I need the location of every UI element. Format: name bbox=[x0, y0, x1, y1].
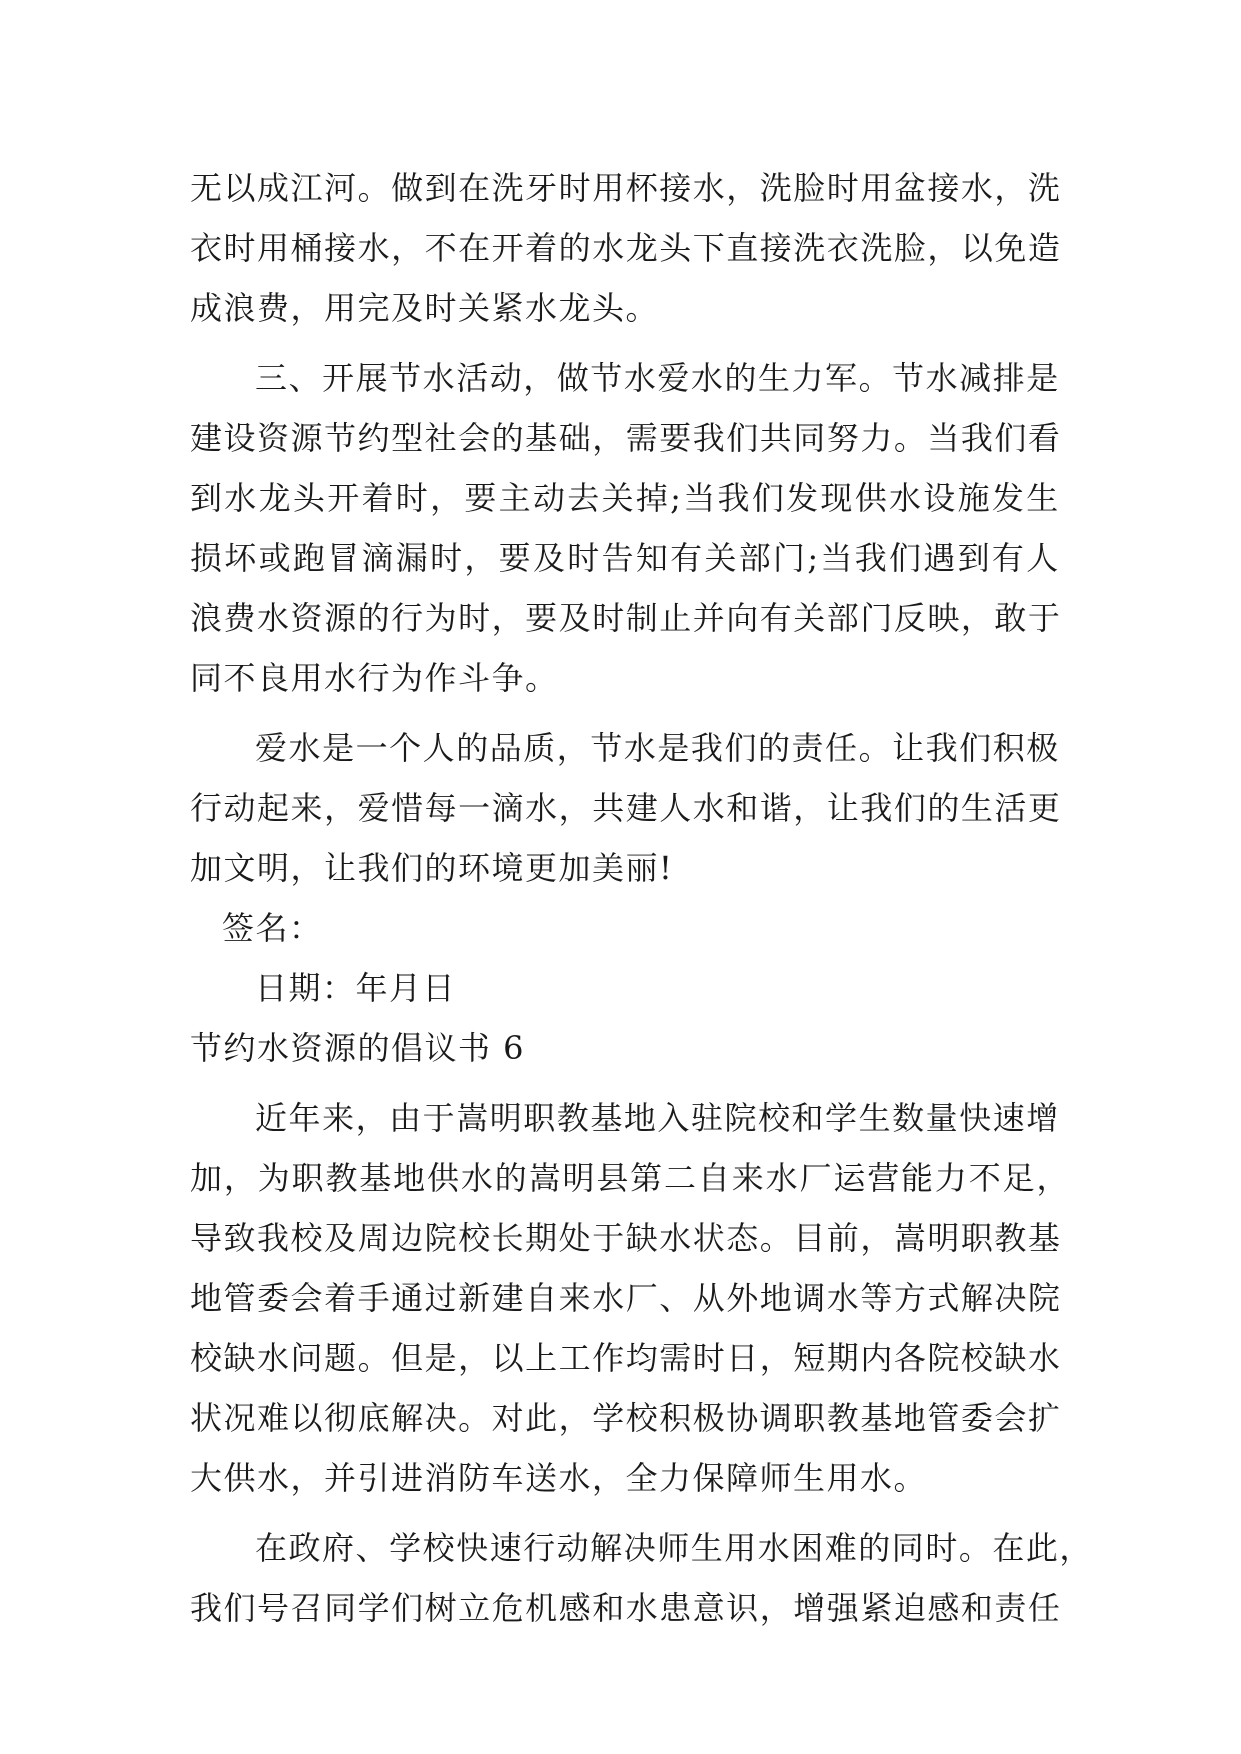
paragraph-line: 成浪费，用完及时关紧水龙头。 bbox=[190, 289, 660, 327]
signature-label: 签名： bbox=[222, 909, 323, 947]
paragraph-line: 导 致 我 校 及 周 边 院 校 长 期 处 于 缺 水 状 态 。 目 前 ， 嵩 明 职 教 基 bbox=[190, 1219, 1062, 1257]
paragraph-line: 同不良用水行为作斗争。 bbox=[190, 659, 559, 697]
paragraph-line: 在 政 府 、 学 校 快 速 行 动 解 决 师 生 用 水 困 难 的 同 时 。 在 此 ， bbox=[255, 1529, 1093, 1567]
date-label: 日期：年月日 bbox=[255, 969, 457, 1007]
paragraph-line: 到 水 龙 头 开 着 时 ， 要 主 动 去 关 掉 ; 当 我 们 发 现 供 水 设 施 发 生 bbox=[190, 479, 1060, 517]
paragraph-line: 大供水，并引进消防车送水，全力保障师生用水。 bbox=[190, 1459, 928, 1497]
paragraph-line: 地 管 委 会 着 手 通 过 新 建 自 来 水 厂 、 从 外 地 调 水 等 方 式 解 决 院 bbox=[190, 1279, 1062, 1317]
paragraph-line: 浪 费 水 资 源 的 行 为 时 ， 要 及 时 制 止 并 向 有 关 部 门 反 映 ， 敢 于 bbox=[190, 599, 1062, 637]
paragraph-line: 近 年 来 ， 由 于 嵩 明 职 教 基 地 入 驻 院 校 和 学 生 数 量 快 速 增 bbox=[255, 1099, 1060, 1137]
paragraph-line: 加文明，让我们的环境更加美丽! bbox=[190, 849, 674, 887]
paragraph-line: 加 ， 为 职 教 基 地 供 水 的 嵩 明 县 第 二 自 来 水 厂 运 营 能 力 不 足 ， bbox=[190, 1159, 1070, 1197]
paragraph-line: 无 以 成 江 河 。 做 到 在 洗 牙 时 用 杯 接 水 ， 洗 脸 时 用 盆 接 水 ， 洗 bbox=[190, 169, 1062, 207]
paragraph-line: 损 坏 或 跑 冒 滴 漏 时 ， 要 及 时 告 知 有 关 部 门 ; 当 我 们 遇 到 有 人 bbox=[190, 539, 1060, 577]
paragraph-line: 状 况 难 以 彻 底 解 决 。 对 此 ， 学 校 积 极 协 调 职 教 基 地 管 委 会 扩 bbox=[190, 1399, 1062, 1437]
paragraph-line: 三 、 开 展 节 水 活 动 ， 做 节 水 爱 水 的 生 力 军 。 节 水 减 排 是 bbox=[255, 359, 1060, 397]
paragraph-line: 校 缺 水 问 题 。 但 是 ， 以 上 工 作 均 需 时 日 ， 短 期 内 各 院 校 缺 水 bbox=[190, 1339, 1062, 1377]
paragraph-line: 我 们 号 召 同 学 们 树 立 危 机 感 和 水 患 意 识 ， 增 强 紧 迫 感 和 责 任 bbox=[190, 1589, 1062, 1627]
paragraph-line: 衣 时 用 桶 接 水 ， 不 在 开 着 的 水 龙 头 下 直 接 洗 衣 洗 脸 ， 以 免 造 bbox=[190, 229, 1062, 267]
paragraph-line: 行 动 起 来 ， 爱 惜 每 一 滴 水 ， 共 建 人 水 和 谐 ， 让 我 们 的 生 活 更 bbox=[190, 789, 1062, 827]
paragraph-line: 建 设 资 源 节 约 型 社 会 的 基 础 ， 需 要 我 们 共 同 努 力 。 当 我 们 看 bbox=[190, 419, 1062, 457]
paragraph-line: 爱 水 是 一 个 人 的 品 质 ， 节 水 是 我 们 的 责 任 。 让 我 们 积 极 bbox=[255, 729, 1060, 767]
section-title: 节约水资源的倡议书 6 bbox=[190, 1029, 526, 1067]
